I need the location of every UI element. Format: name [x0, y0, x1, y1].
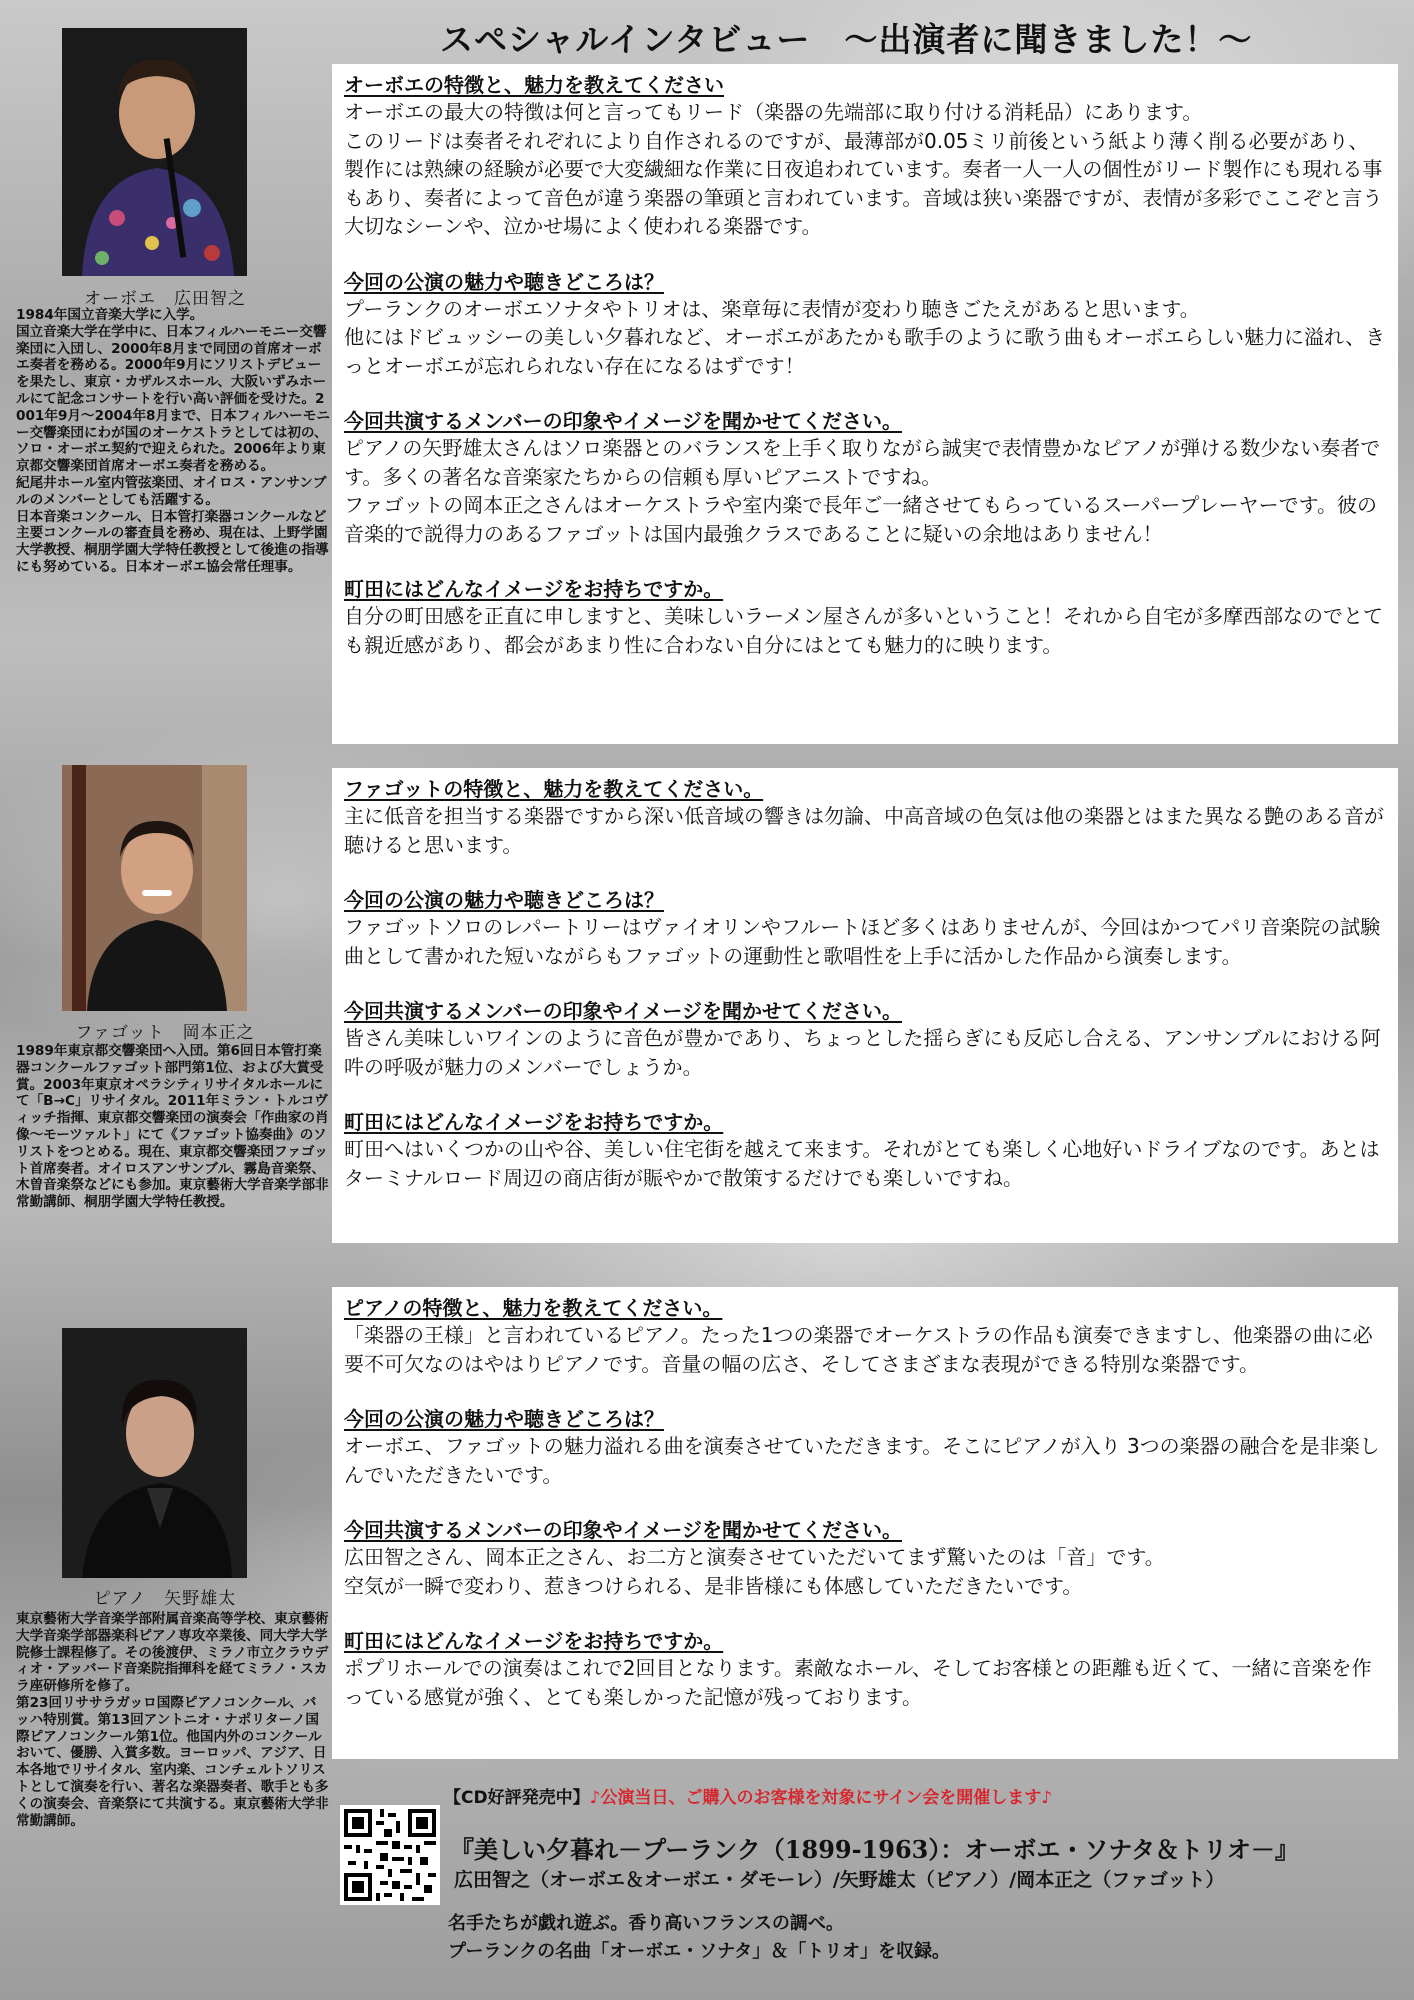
cd-title: 『美しい夕暮れ－プーランク（1899-1963）：オーボエ・ソナタ＆トリオ－』	[450, 1835, 1299, 1864]
answer: 自分の町田感を正直に申しますと、美味しいラーメン屋さんが多いということ！それから自宅が多摩西部なのでとても親近感があり、都会があまり性に合わない自分にはとても魅力的に映ります。	[344, 604, 1383, 657]
signing-note: ♪公演当日、ご購入のお客様を対象にサイン会を開催します♪	[589, 1788, 1053, 1808]
bassoonist-bio: 1989年東京都交響楽団へ入団。第6回日本管打楽器コンクールファゴット部門第1位、および大賞受賞。2003年東京オペラシティリサイタルホールにて「B→C」リサイタル。2011年ミラン・トルコヴィッチ指揮、東京都交響楽団の演奏会「作曲家の肖像～モーツァルト」にて《ファゴット協奏曲》のソリストをつとめる。現在、東京都交響楽団ファゴット首席奏者。オイロスアンサンブル、霧島音楽祭、木曽音楽祭などにも参加。東京藝術大学音楽学部非常勤講師、桐朋学園大学特任教授。	[16, 1043, 329, 1211]
cd-header-label: 【CD好評発売中】	[444, 1788, 590, 1808]
interview-panel-piano	[332, 1287, 1398, 1759]
answer: 「楽器の王様」と言われているピアノ。たった1つの楽器でオーケストラの作品も演奏できますし、他楽器の曲に必要不可欠なのはやはりピアノです。音量の幅の広さ、そしてさまざまな表現ができる特別な楽器です。	[344, 1323, 1373, 1376]
question: ピアノの特徴と、魅力を教えてください。	[344, 1296, 723, 1320]
question: 町田にはどんなイメージをお持ちですか。	[344, 577, 724, 601]
answer: 町田へはいくつかの山や谷、美しい住宅街を越えて来ます。それがとても楽しく心地好いドライブなのです。あとはターミナルロード周辺の商店街が賑やかで散策するだけでも楽しいですね。	[344, 1137, 1380, 1190]
pianist-caption: ピアノ 矢野雄太	[93, 1589, 237, 1609]
cd-performers: 広田智之（オーボエ＆オーボエ・ダモーレ）/矢野雄太（ピアノ）/岡本正之（ファゴット）	[454, 1869, 1225, 1891]
question: 今回共演するメンバーの印象やイメージを聞かせてください。	[344, 1518, 902, 1542]
question: 今回の公演の魅力や聴きどころは？	[344, 888, 664, 912]
bassoonist-caption: ファゴット 岡本正之	[75, 1023, 255, 1043]
pianist-photo	[62, 1328, 247, 1578]
qa-item	[344, 1295, 1388, 1378]
qr-code-icon[interactable]	[340, 1805, 440, 1905]
interview-panel-bassoon	[332, 768, 1398, 1243]
qa-item	[344, 269, 1388, 381]
qa-item	[344, 576, 1388, 659]
answer: 皆さん美味しいワインのように音色が豊かであり、ちょっとした揺らぎにも反応し合える、アンサンブルにおける阿吽の呼吸が魅力のメンバーでしょうか。	[344, 1026, 1381, 1079]
pianist-bio: 東京藝術大学音楽学部附属音楽高等学校、東京藝術大学音楽学部器楽科ピアノ専攻卒業後、同大学大学院修士課程修了。その後渡伊、ミラノ市立クラウディオ・アッバード音楽院指揮科を経てミラノ・スカラ座研修所を修了。 第23回リササラガッロ国際ピアノコンクール、バッハ特別賞。第13回アントニオ・ナポリターノ国際ピアノコンクール第1位。他国内外のコンクールおいて、優勝、入賞多数。ヨーロッパ、アジア、日本各地でリサイタル、室内楽、コンチェルトソリストとして演奏を行い、著名な楽器奏者、歌手とも多くの演奏会、音楽祭にて共演する。東京藝術大学非常勤講師。	[16, 1611, 329, 1829]
oboist-caption: オーボエ 広田智之	[84, 289, 246, 309]
bassoonist-photo	[62, 765, 247, 1011]
qa-item	[344, 1517, 1388, 1600]
question: 今回共演するメンバーの印象やイメージを聞かせてください。	[344, 409, 902, 433]
qa-item	[344, 1406, 1388, 1489]
question: ファゴットの特徴と、魅力を教えてください。	[344, 777, 764, 801]
interview-panel-oboe	[332, 64, 1398, 744]
qa-item	[344, 776, 1388, 859]
oboist-bio: 1984年国立音楽大学に入学。 国立音楽大学在学中に、日本フィルハーモニー交響楽団に入団し、2000年8月まで同団の首席オーボエ奏者を務める。2000年9月にソリストデビューを果たし、東京・カザルスホール、大阪いずみホールにて記念コンサートを行い高い評価を受けた。2001年9月～2004年8月まで、日本フィルハーモニー交響楽団にわが国のオーケストラとしては初の、ソロ・オーボエ契約で迎えられた。2006年より東京都交響楽団首席オーボエ奏者を務める。 紀尾井ホール室内管弦楽団、オイロス・アンサンブルのメンバーとしても活躍する。 日本音楽コンクール、日本管打楽器コンクールなど主要コンクールの審査員を務め、現在は、上野学園大学教授、桐朋学園大学特任教授として後進の指導にも努めている。日本オーボエ協会常任理事。	[16, 307, 330, 575]
question: 今回の公演の魅力や聴きどころは？	[344, 1407, 664, 1431]
qa-item	[344, 1628, 1388, 1711]
question: 今回共演するメンバーの印象やイメージを聞かせてください。	[344, 999, 902, 1023]
answer: ポプリホールでの演奏はこれで2回目となります。素敵なホール、そしてお客様との距離も近くて、一緒に音楽を作っている感覚が強く、とても楽しかった記憶が残っております。	[344, 1656, 1372, 1709]
cd-header	[444, 1783, 1052, 1808]
oboist-photo	[62, 28, 247, 276]
question: 町田にはどんなイメージをお持ちですか。	[344, 1110, 724, 1134]
answer: 主に低音を担当する楽器ですから深い低音域の響きは勿論、中高音域の色気は他の楽器とはまた異なる艶のある音が聴けると思います。	[344, 804, 1384, 857]
answer: ピアノの矢野雄太さんはソロ楽器とのバランスを上手く取りながら誠実で表情豊かなピアノが弾ける数少ない奏者です。多くの著名な音楽家たちからの信頼も厚いピアニストですね。 ファゴットの岡本正之さんはオーケストラや室内楽で長年ご一緒させてもらっているスーパープレーヤーです。彼の音楽的で説得力のあるファゴットは国内最強クラスであることに疑いの余地はありません！	[344, 436, 1381, 546]
qa-item	[344, 1109, 1388, 1192]
answer: プーランクのオーボエソナタやトリオは、楽章毎に表情が変わり聴きごたえがあると思います。 他にはドビュッシーの美しい夕暮れなど、オーボエがあたかも歌手のように歌う曲もオーボエらしい魅力に溢れ、きっとオーボエが忘れられない存在になるはずです！	[344, 296, 1386, 378]
answer: ファゴットソロのレパートリーはヴァイオリンやフルートほど多くはありませんが、今回はかつてパリ音楽院の試験曲として書かれた短いながらもファゴットの運動性と歌唱性を上手に活かした作品から演奏します。	[344, 915, 1381, 968]
question: 今回の公演の魅力や聴きどころは？	[344, 269, 664, 294]
question: 町田にはどんなイメージをお持ちですか。	[344, 1629, 724, 1653]
qa-item	[344, 72, 1388, 241]
qa-item	[344, 998, 1388, 1081]
answer: オーボエの最大の特徴は何と言ってもリード（楽器の先端部に取り付ける消耗品）にあります。 このリードは奏者それぞれにより自作されるのですが、最薄部が0.05ミリ前後という紙より薄く削る必要があり、製作には熟練の経験が必要で大変繊細な作業に日夜追われています。奏者一人一人の個性がリード製作にも現れる事もあり、奏者によって音色が違う楽器の筆頭と言われています。音域は狭い楽器ですが、表情が多彩でここぞと言う大切なシーンや、泣かせ場によく使われる楽器です。	[344, 100, 1383, 238]
qa-item	[344, 408, 1388, 548]
answer: オーボエ、ファゴットの魅力溢れる曲を演奏させていただきます。そこにピアノが入り 3つの楽器の融合を是非楽しんでいただきたいです。	[344, 1434, 1380, 1487]
qa-item	[344, 887, 1388, 970]
cd-tagline-1: 名手たちが戯れ遊ぶ。香り高いフランスの調べ。	[448, 1913, 844, 1934]
answer: 広田智之さん、岡本正之さん、お二方と演奏させていただいてまず驚いたのは「音」です。 空気が一瞬で変わり、惹きつけられる、是非皆様にも体感していただきたいです。	[344, 1545, 1165, 1598]
page-title: スペシャルインタビュー ～出演者に聞きました！～	[440, 20, 1253, 59]
cd-tagline-2: プーランクの名曲「オーボエ・ソナタ」＆「トリオ」を収録。	[448, 1941, 951, 1962]
question: オーボエの特徴と、魅力を教えてください	[344, 73, 724, 97]
